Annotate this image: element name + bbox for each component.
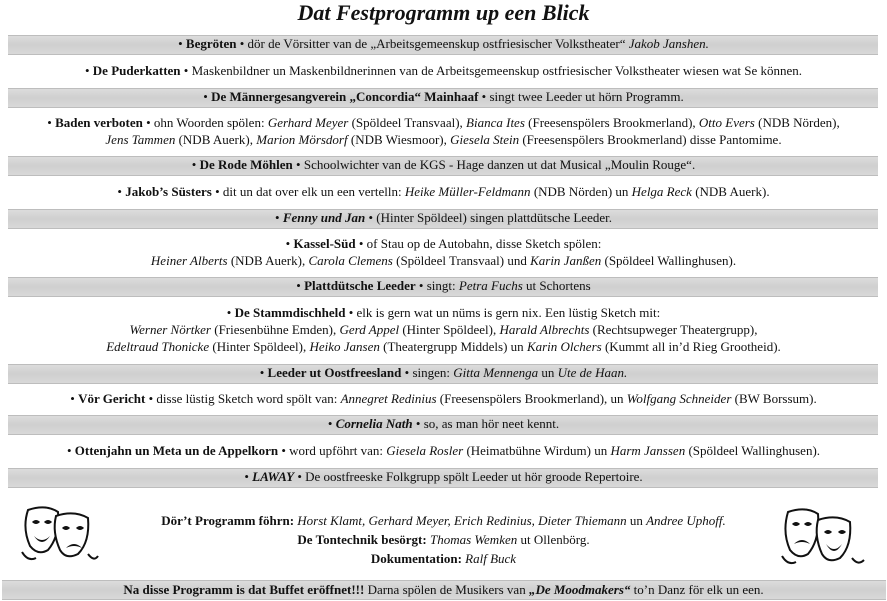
program-item: • Baden verboten • ohn Woorden spölen: Gerhard Meyer (Spöldeel Transvaal), Bianca Ites (Freesenspölers Brookmerland), Otto Evers (NDB Nörden), (47, 115, 840, 130)
program-item: • Cornelia Nath • so, as man hör neet kennt. (327, 416, 560, 431)
program-item: • De Stammdischheld • elk is gern wat un nüms is gern nix. Een lüstig Sketch mit: (226, 305, 661, 320)
program-item: • De Rode Möhlen • Schoolwichter van de KGS - Hage danzen ut dat Musical „Moulin Rouge“. (191, 157, 696, 172)
program-item: • Jakob’s Süsters • dit un dat over elk un een vertelln: Heike Müller-Feldmann (NDB Nörden) un Helga Reck (NDB Auerk). (117, 184, 770, 199)
program-item: • Plattdütsche Leeder • singt: Petra Fuchs ut Schortens (296, 278, 591, 293)
program-item: • Vör Gericht • disse lüstig Sketch word spölt van: Annegret Redinius (Freesenspölers Brookmerland), un Wolfgang Schneider (BW Borssum). (70, 391, 817, 406)
program-item: • LAWAY • De oostfreeske Folkgrupp spölt Leeder ut hör groode Repertoire. (244, 469, 643, 484)
credits-lead: Dör’t Programm föhrn: Horst Klamt, Gerhard Meyer, Erich Redinius, Dieter Thiemann un Andree Uphoff. (161, 513, 726, 528)
program-item: • Begröten • dör de Vörsitter van de „Arbeitsgemeenskup ostfriesischer Volkstheater“ Jakob Janshen. (178, 36, 709, 51)
program-item: • De Männergesangverein „Concordia“ Mainhaaf • singt twee Leeder ut hörn Programm. (203, 89, 684, 104)
credits-doc: Dokumentation: Ralf Buck (370, 551, 517, 566)
program-item-cont: Werner Nörtker (Friesenbühne Emden), Gerd Appel (Hinter Spöldeel), Harald Albrechts (Rechtsupweger Theatergrupp), (129, 322, 758, 337)
program-item: • Ottenjahn un Meta un de Appelkorn • word upföhrt van: Giesela Rosler (Heimatbühne Wirdum) un Harm Janssen (Spöldeel Wallinghusen). (66, 443, 821, 458)
program-item-cont: Jens Tammen (NDB Auerk), Marion Mörsdorf (NDB Wiesmoor), Giesela Stein (Freesenspölers Brookmerland) disse Pantomime. (105, 132, 782, 147)
program-item: • Leeder ut Oostfreesland • singen: Gitta Mennenga un Ute de Haan. (259, 365, 628, 380)
program-item: • Kassel-Süd • of Stau op de Autobahn, disse Sketch spölen: (285, 236, 602, 251)
page-title: Dat Festprogramm up een Blick (297, 0, 590, 25)
program-item-cont: Edeltraud Thonicke (Hinter Spöldeel), Heiko Jansen (Theatergrupp Middels) un Karin Olchers (Kummt all in’d Rieg Grootheid). (106, 339, 781, 354)
credits-tech: De Tontechnik besörgt: Thomas Wemken ut Ollenbörg. (297, 532, 590, 547)
footer-line: Na disse Programm is dat Buffet eröffnet!!! Darna spölen de Musikers van „De Moodmakers“ to’n Danz för elk un een. (123, 582, 764, 597)
program-item-cont: Heiner Alberts (NDB Auerk), Carola Clemens (Spöldeel Transvaal) und Karin Janßen (Spöldeel Wallinghusen). (150, 253, 737, 268)
program-item: • Fenny und Jan • (Hinter Spöldeel) singen plattdütsche Leeder. (275, 210, 612, 225)
program-item: • De Puderkatten • Maskenbildner un Maskenbildnerinnen van de Arbeitsgemeenskup ostfriesischer Volkstheater wiesen wat Se können. (84, 63, 802, 78)
